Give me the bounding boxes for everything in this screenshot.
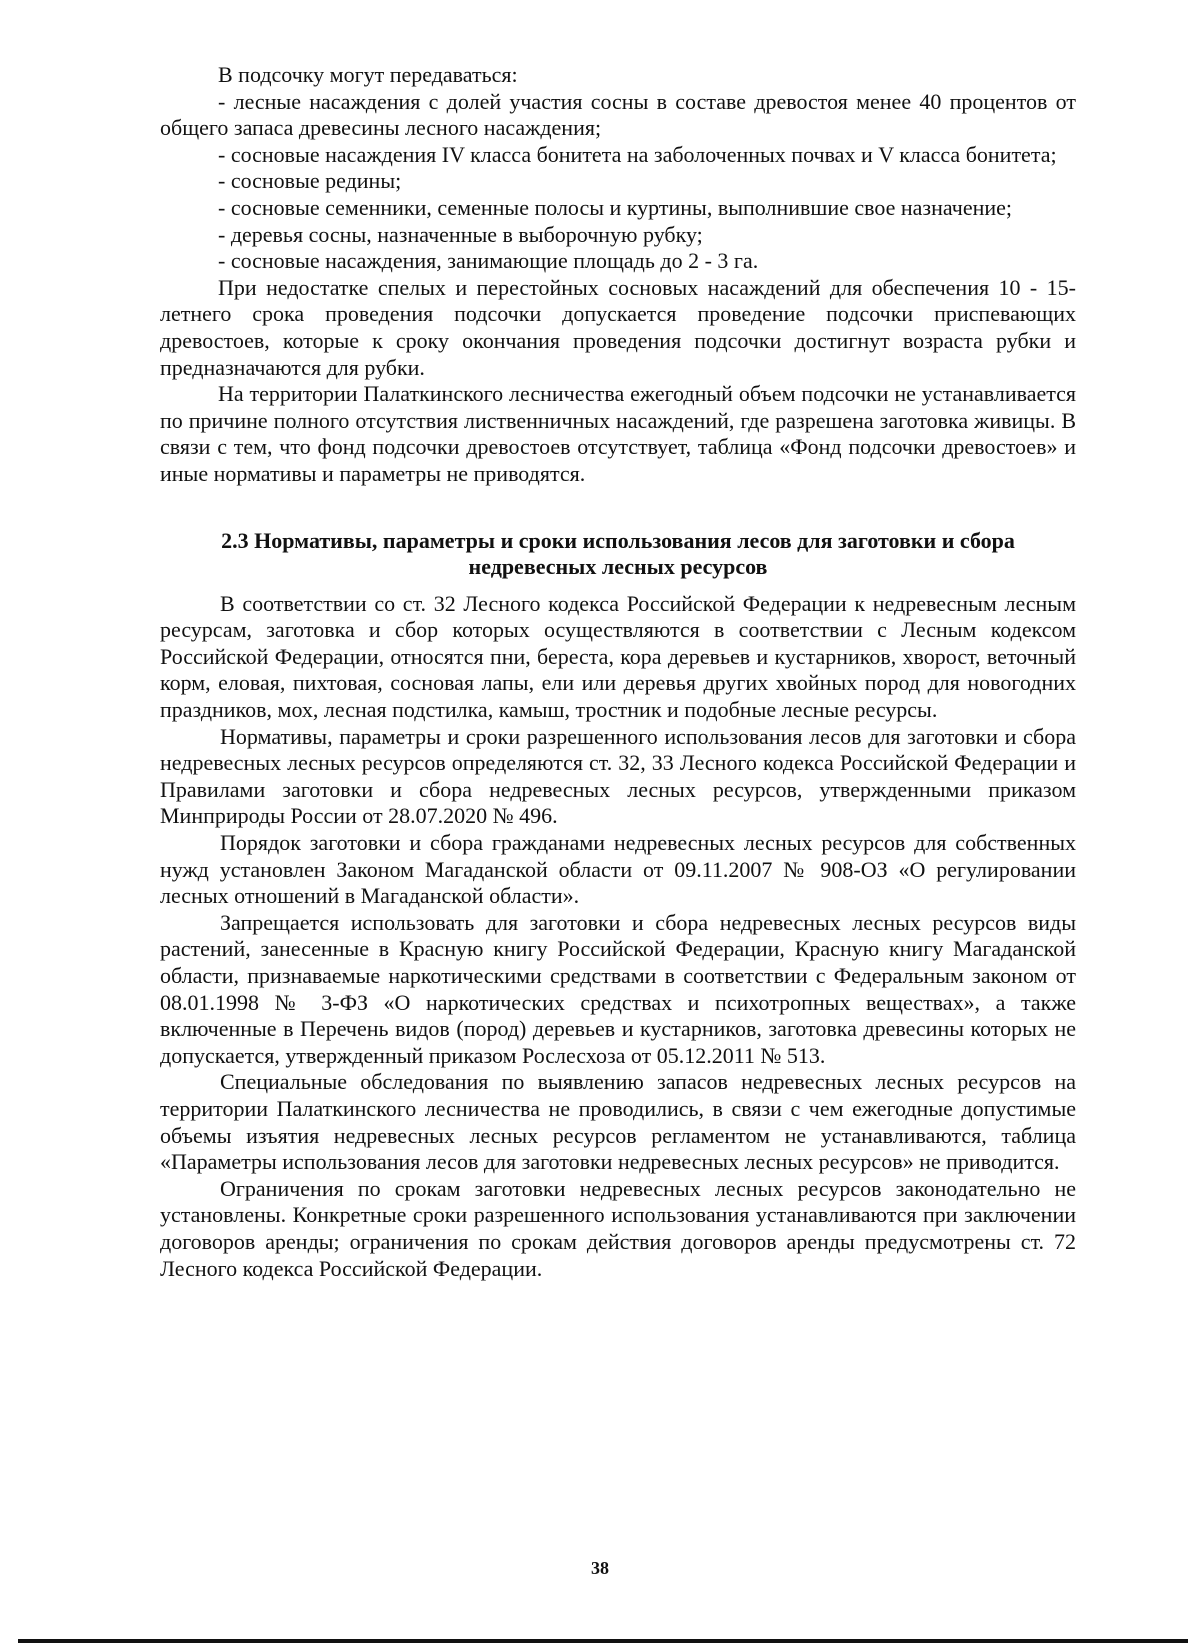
bottom-rule — [18, 1639, 1188, 1643]
paragraph: Порядок заготовки и сбора гражданами недревесных лесных ресурсов для собственных нужд установлен Законом Магаданской области от 09.11.2007 № 908-ОЗ «О регулировании лесных отношений в Магаданской области». — [160, 830, 1076, 909]
list-item: - сосновые редины; — [218, 168, 402, 194]
section-heading-line-2: недревесных лесных ресурсов — [468, 554, 768, 580]
list-item: - сосновые насаждения IV класса бонитета на заболоченных почвах и V класса бонитета; — [218, 141, 1057, 167]
paragraph: Ограничения по срокам заготовки недревесных лесных ресурсов законодательно не установлены. Конкретные сроки разрешенного использования устанавливаются при заключении договоров аренды; ограничения по срокам действия договоров аренды предусмотрены ст. 72 Лесного кодекса Российской Федерации. — [160, 1175, 1076, 1281]
paragraph: На территории Палаткинского лесничества ежегодный объем подсочки не устанавливается по причине полного отсутствия лиственничных насаждений, где разрешена заготовка живицы. В связи с тем, что фонд подсочки древостоев отсутствует, таблица «Фонд подсочки древостоев» и иные нормативы и параметры не приводятся. — [160, 381, 1076, 486]
document-page — [160, 62, 1076, 1282]
list-item: - сосновые насаждения, занимающие площадь до 2 - 3 га. — [218, 248, 759, 274]
list-item: - лесные насаждения с долей участия сосны в составе древостоя менее 40 процентов от общего запаса древесины лесного насаждения; — [160, 88, 1076, 141]
section-heading — [160, 528, 1076, 581]
section-heading-line-1: 2.3 Нормативы, параметры и сроки использования лесов для заготовки и сбора — [221, 527, 1015, 553]
paragraph: Специальные обследования по выявлению запасов недревесных лесных ресурсов на территории Палаткинского лесничества не проводились, в связи с чем ежегодные допустимые объемы изъятия недревесных лесных ресурсов регламентом не устанавливаются, таблица «Параметры использования лесов для заготовки недревесных лесных ресурсов» не приводится. — [160, 1069, 1076, 1175]
list-item: - деревья сосны, назначенные в выборочную рубку; — [218, 221, 703, 247]
paragraph: Нормативы, параметры и сроки разрешенного использования лесов для заготовки и сбора недревесных лесных ресурсов определяются ст. 32, 33 Лесного кодекса Российской Федерации и Правилами заготовки и сбора недревесных лесных ресурсов, утвержденными приказом Минприроды России от 28.07.2020 № 496. — [160, 723, 1076, 829]
intro-lead: В подсочку могут передаваться: — [218, 62, 518, 87]
paragraph: В соответствии со ст. 32 Лесного кодекса Российской Федерации к недревесным лесным ресурсам, заготовка и сбор которых осуществляются в соответствии с Лесным кодексом Российской Федерации, относятся пни, береста, кора деревьев и кустарников, хворост, веточный корм, еловая, пихтовая, сосновая лапы, ели или деревья других хвойных пород для новогодних праздников, мох, лесная подстилка, камыш, тростник и подобные лесные ресурсы. — [160, 590, 1076, 723]
paragraph: Запрещается использовать для заготовки и сбора недревесных лесных ресурсов виды растений, занесенные в Красную книгу Российской Федерации, Красную книгу Магаданской области, признаваемые наркотическими средствами в соответствии с Федеральным законом от 08.01.1998 № 3-ФЗ «О наркотических средствах и психотропных веществах», а также включенные в Перечень видов (пород) деревьев и кустарников, заготовка древесины которых не допускается, утвержденный приказом Рослесхоза от 05.12.2011 № 513. — [160, 909, 1076, 1068]
page-number: 38 — [591, 1558, 609, 1578]
paragraph: При недостатке спелых и перестойных сосновых насаждений для обеспечения 10 - 15-летнего срока проведения подсочки допускается проведение подсочки приспевающих древостоев, которые к сроку окончания проведения подсочки достигнут возраста рубки и предназначаются для рубки. — [160, 274, 1076, 380]
list-item: - сосновые семенники, семенные полосы и куртины, выполнившие свое назначение; — [218, 194, 1013, 220]
